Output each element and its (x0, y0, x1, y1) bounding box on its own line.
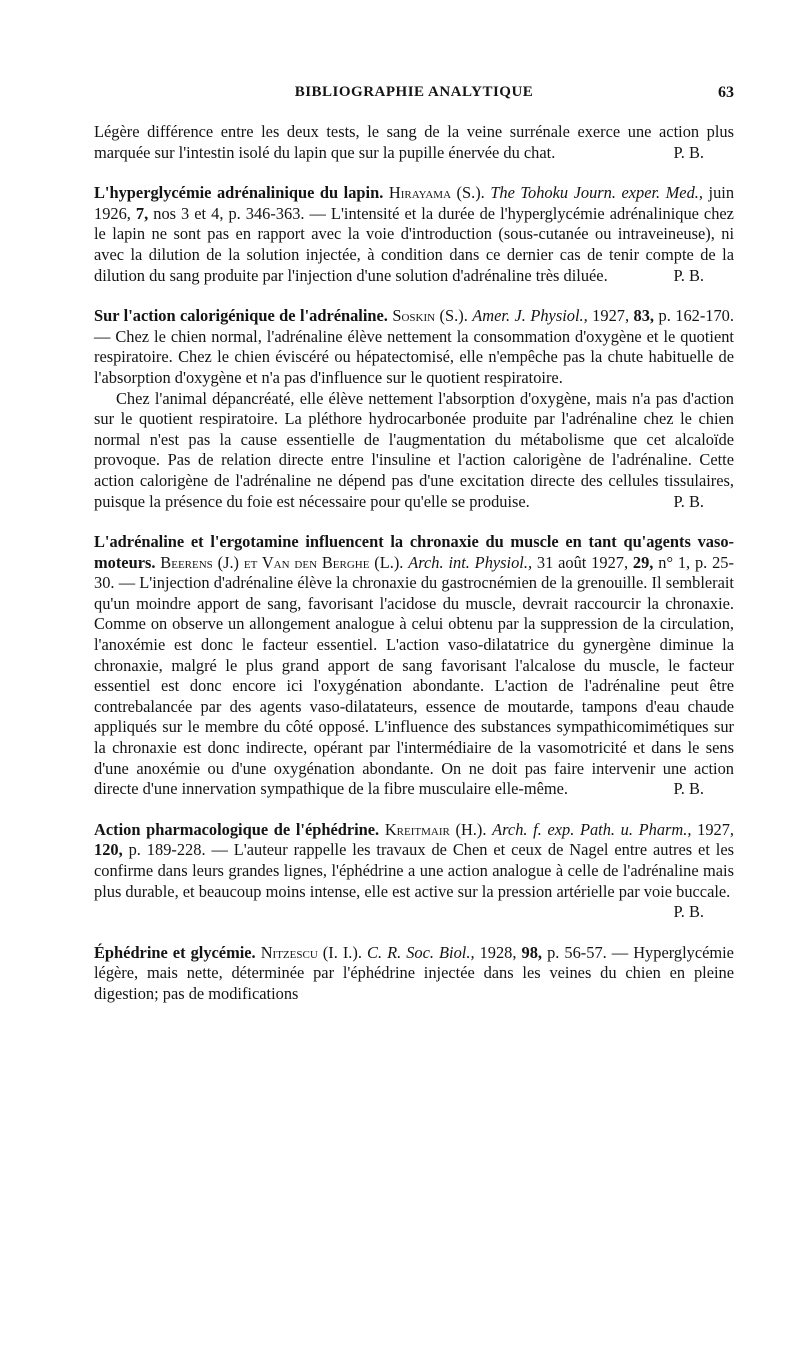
entry-signature: P. B. (673, 491, 704, 511)
entry-author: Nitzescu (I. I.). (260, 942, 362, 962)
entry-paragraph (94, 820, 734, 923)
entry-volume: 29, (632, 552, 654, 572)
running-title: BIBLIOGRAPHIE ANALYTIQUE (294, 84, 534, 100)
entry-title: Action pharmacologique de l'éphédrine. (94, 819, 380, 839)
entry-author: Hirayama (S.). (388, 183, 485, 203)
entry-volume: 7, (135, 203, 149, 223)
entry-author: Soskin (S.). (392, 306, 468, 326)
entry-author: Kreitmair (H.). (384, 819, 487, 839)
paragraph-text: — Hyperglycémie légère, mais nette, déterminée par l'éphédrine injectée dans les veines du chien en pleine digestion; pas de modifications (94, 942, 734, 1003)
entry-date: 1928, (479, 942, 517, 962)
entry-journal: Arch. int. Physiol., (408, 552, 533, 572)
entry-title: Éphédrine et glycémie. (94, 942, 256, 962)
entry-title: Sur l'action calorigénique de l'adrénaline. (94, 306, 388, 326)
entry-calorigenique (94, 306, 734, 512)
entry-journal: C. R. Soc. Biol., (367, 942, 475, 962)
entry-hyperglycemie (94, 183, 734, 286)
entry-pages: p. 189-228. (128, 840, 206, 860)
entry-date: 1927, (592, 306, 630, 326)
entry-pages: p. 162-170. (658, 306, 734, 326)
paragraph-text: — L'intensité et la durée de l'hyperglycémie adrénalinique chez le lapin ne sont pas en rapport avec la voie d'introduction (sous-cutanée ou intraveineuse), ni avec la dilution de la solution injectée, à condition dans ce dernier cas de tenir compte de la dilution du sang produite par l'injection d'une solution d'adrénaline très diluée. (94, 203, 734, 285)
entry-ephedrine-pharmacologie (94, 820, 734, 923)
entry-date: 31 août 1927, (536, 552, 629, 572)
entry-pages: p. 56-57. (547, 942, 607, 962)
entry-paragraph (94, 183, 734, 286)
paragraph-text: Chez l'animal dépancréaté, elle élève nettement l'absorption d'oxygène, mais n'a pas d'action sur le quotient respiratoire. La pléthore hydrocarbonée produite par l'adrénaline chez le chien normal n'est pas la cause essentielle de l'augmentation du métabolisme que cet alcaloïde provoque. Pas de relation directe entre l'insuline et l'action calorigène de l'adrénaline. Cette action calorigène de l'adrénaline ne dépend pas d'une excitation directe des cellules tissulaires, puisque la présence du foie est nécessaire pour qu'elle se produise. (94, 388, 734, 511)
entry-pages: n° 1, p. 25-30. (94, 552, 734, 593)
entry-signature: P. B. (673, 142, 704, 162)
entry-paragraph (94, 532, 734, 800)
entry-volume: 83, (633, 306, 655, 326)
entry-title: L'adrénaline et l'ergotamine influencent la chronaxie du muscle en tant qu'agents vaso-moteurs. (94, 532, 734, 572)
paragraph-text: Légère différence entre les deux tests, le sang de la veine surrénale exerce une action plus marquée sur l'intestin isolé du lapin que sur la pupille énervée du chat. (94, 122, 734, 162)
entry-journal: Arch. f. exp. Path. u. Pharm., (492, 819, 692, 839)
paragraph-text: — Chez le chien normal, l'adrénaline élève nettement la consommation d'oxygène et le quotient respiratoire. Chez le chien éviscéré ou hépatectomisé, elle n'empêche pas la chute habituelle de l'absorption d'oxygène et n'a pas d'influence sur le quotient respiratoire. (94, 326, 734, 387)
entry-author: Beerens (J.) et Van den Berghe (L.). (160, 552, 404, 572)
entry-date: juin 1926, (94, 183, 735, 223)
entry-ephedrine-glycemie (94, 943, 734, 1005)
paragraph-text: — L'injection d'adrénaline élève la chronaxie du gastrocnémien de la grenouille. Il semblerait qu'un moindre apport de sang, favorisant l'acidose du muscle, devrait raccourcir la chronaxie. Comme on observe un allongement analogue à celui obtenu par la suppression de la circulation, l'anoxémie est donc le facteur essentiel. L'action vaso-dilatatrice du gynergène diminue la chronaxie, malgré le plus grand apport de sang favorisant l'alcalose du muscle, le facteur essentiel est donc encore ici l'oxygénation abondante. L'action de l'adrénaline peut être contrebalancée par des agents vaso-dilatateurs, essence de moutarde, tampons d'eau chaude appliqués sur le membre du côté opposé. L'influence des substances sympathicomimétiques sur la chronaxie est donc indirecte, opérant par l'intermédiaire de la vasomotricité et dans le sens d'une anoxémie ou d'une oxygénation abondante. On ne doit pas faire intervenir une action directe d'une innervation sympathique de la fibre musculaire elle-même. (94, 573, 734, 799)
entry-signature: P. B. (673, 902, 704, 922)
page-number: 63 (718, 84, 734, 101)
entry-pages: nos 3 et 4, p. 346-363. (153, 203, 305, 223)
entry-paragraph (94, 943, 734, 1005)
entry-signature: P. B. (673, 779, 704, 799)
entry-paragraph (94, 122, 734, 163)
entry-date: 1927, (697, 819, 735, 839)
entry-paragraph (94, 389, 734, 513)
entry-continuation (94, 122, 734, 163)
entry-ergotamine (94, 532, 734, 800)
entry-signature: P. B. (673, 265, 704, 285)
page-header (94, 84, 734, 110)
document-body (94, 122, 734, 1005)
entry-title: L'hyperglycémie adrénalinique du lapin. (94, 183, 384, 203)
entry-paragraph (94, 306, 734, 388)
entry-journal: The Tohoku Journ. exper. Med., (490, 183, 703, 203)
entry-volume: 120, (94, 840, 123, 860)
entry-volume: 98, (521, 942, 543, 962)
paragraph-text: — L'auteur rappelle les travaux de Chen et ceux de Nagel entre autres et les confirme dans leurs grandes lignes, l'éphédrine a une action analogue à celle de l'adrénaline mais plus durable, et beaucoup moins intense, elle est active sur la pression artérielle par voie buccale. (94, 840, 735, 901)
entry-journal: Amer. J. Physiol., (472, 306, 588, 326)
